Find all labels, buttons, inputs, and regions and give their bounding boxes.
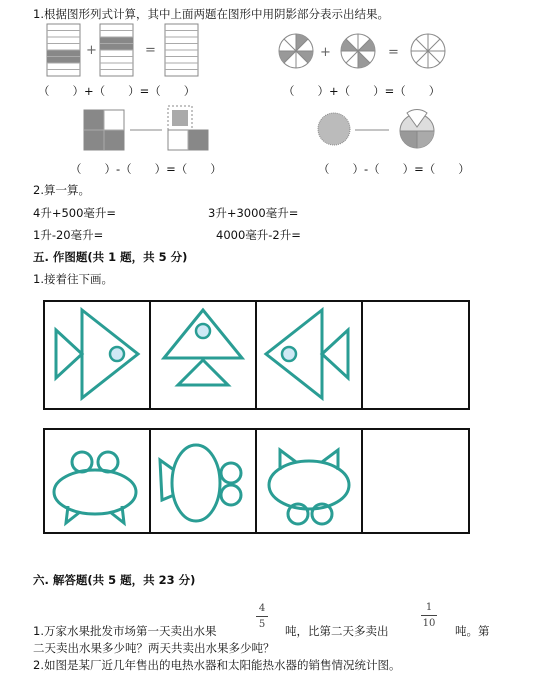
svg-text:=: = xyxy=(388,45,399,60)
q1-row1-left-blanks[interactable]: （ ）+（ ）=（ ） xyxy=(38,84,196,98)
section6-q1-part2: 吨，比第二天多卖出 xyxy=(285,624,389,638)
fraction-four-fifths-denominator: 5 xyxy=(258,619,266,630)
section5-heading: 五. 作图题(共 1 题，共 5 分) xyxy=(33,250,188,264)
q2-prompt: 2.算一算。 xyxy=(33,183,90,197)
fraction-one-tenth-denominator: 10 xyxy=(422,618,436,629)
q2-item-1: 4升+500毫升= xyxy=(33,206,117,220)
fraction-one-tenth xyxy=(421,602,437,629)
fish-up-eye xyxy=(196,324,210,338)
section6-q1-part1: 1.万家水果批发市场第一天卖出水果 xyxy=(33,624,217,638)
fish-right-eye xyxy=(110,347,124,361)
section6-heading: 六. 解答题(共 5 题，共 23 分) xyxy=(33,573,196,587)
svg-text:+: + xyxy=(86,43,97,58)
fraction-one-tenth-numerator: 1 xyxy=(425,602,433,613)
section6-q2: 2.如图是某厂近几年售出的电热水器和太阳能热水器的销售情况统计图。 xyxy=(33,658,401,672)
q2-item-3: 1升-20毫升= xyxy=(33,228,104,242)
q1-row2-left-blanks[interactable]: （ ）-（ ）=（ ） xyxy=(70,162,222,176)
section6-q1-part3: 吨。第 xyxy=(455,624,490,638)
q2-item-2: 3升+3000毫升= xyxy=(208,206,299,220)
svg-text:+: + xyxy=(320,45,331,60)
fraction-four-fifths-numerator: 4 xyxy=(258,603,266,614)
q1-row2-right-blanks[interactable]: （ ）-（ ）=（ ） xyxy=(318,162,470,176)
q2-item-4: 4000毫升-2升= xyxy=(216,228,301,242)
q1-prompt: 1.根据图形列式计算，其中上面两题在图形中用阴影部分表示出结果。 xyxy=(33,7,389,21)
fraction-four-fifths xyxy=(256,603,268,630)
fish-left-eye xyxy=(282,347,296,361)
section5-q1: 1.接着往下画。 xyxy=(33,272,113,286)
svg-text:=: = xyxy=(145,43,156,58)
section6-q1-line2: 二天卖出水果多少吨？两天共卖出水果多少吨？ xyxy=(33,641,275,655)
q1-row1-right-blanks[interactable]: （ ）+（ ）=（ ） xyxy=(283,84,441,98)
